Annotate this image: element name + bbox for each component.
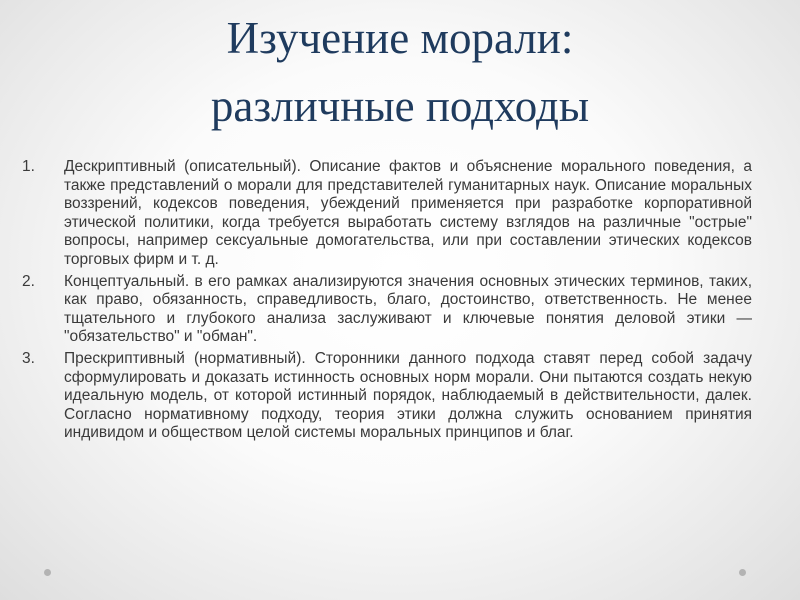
decorative-dot-right <box>739 569 746 576</box>
list-item-text: Прескриптивный (нормативный). Сторонники данного подхода ставят перед собой задачу сформулировать и доказать истинность основных норм морали. Они пытаются создать некую идеальную модель, от которой истинный порядок, наблюдаемый в действительности, далек. Согласно нормативному подходу, теория этики должна служить основанием принятия индивидом и обществом целой системы моральных принципов и благ. <box>64 349 752 442</box>
list-item-descriptive <box>22 158 752 270</box>
slide-title <box>0 4 800 140</box>
list-item-conceptual <box>22 273 752 347</box>
title-line-1: Изучение морали: <box>226 13 574 63</box>
decorative-dot-left <box>44 569 51 576</box>
list-item-text: Дескриптивный (описательный). Описание фактов и объяснение морального поведения, а также представлений о морали для представителей гуманитарных наук. Описание моральных воззрений, кодексов поведения, убеждений применяется при разработке корпоративной этической политики, когда требуется выработать систему взглядов на различные "острые" вопросы, например сексуальные домогательства, или при составлении этических кодексов торговых фирм и т. д. <box>64 158 752 268</box>
list-item-number: 1. <box>22 158 35 175</box>
list-item-prescriptive <box>22 350 752 443</box>
list-item-number: 2. <box>22 272 35 290</box>
approaches-list <box>22 158 752 446</box>
list-item-number: 3. <box>22 349 35 367</box>
list-item-text: Концептуальный. в его рамках анализируются значения основных этических терминов, таких, как право, обязанность, справедливость, благо, достоинство, ответственность. Не менее тщательного и глубокого анализа заслуживают и ключевые понятия деловой этики — "обязательство" и "обман". <box>64 272 752 346</box>
title-line-2: различные подходы <box>210 81 590 131</box>
